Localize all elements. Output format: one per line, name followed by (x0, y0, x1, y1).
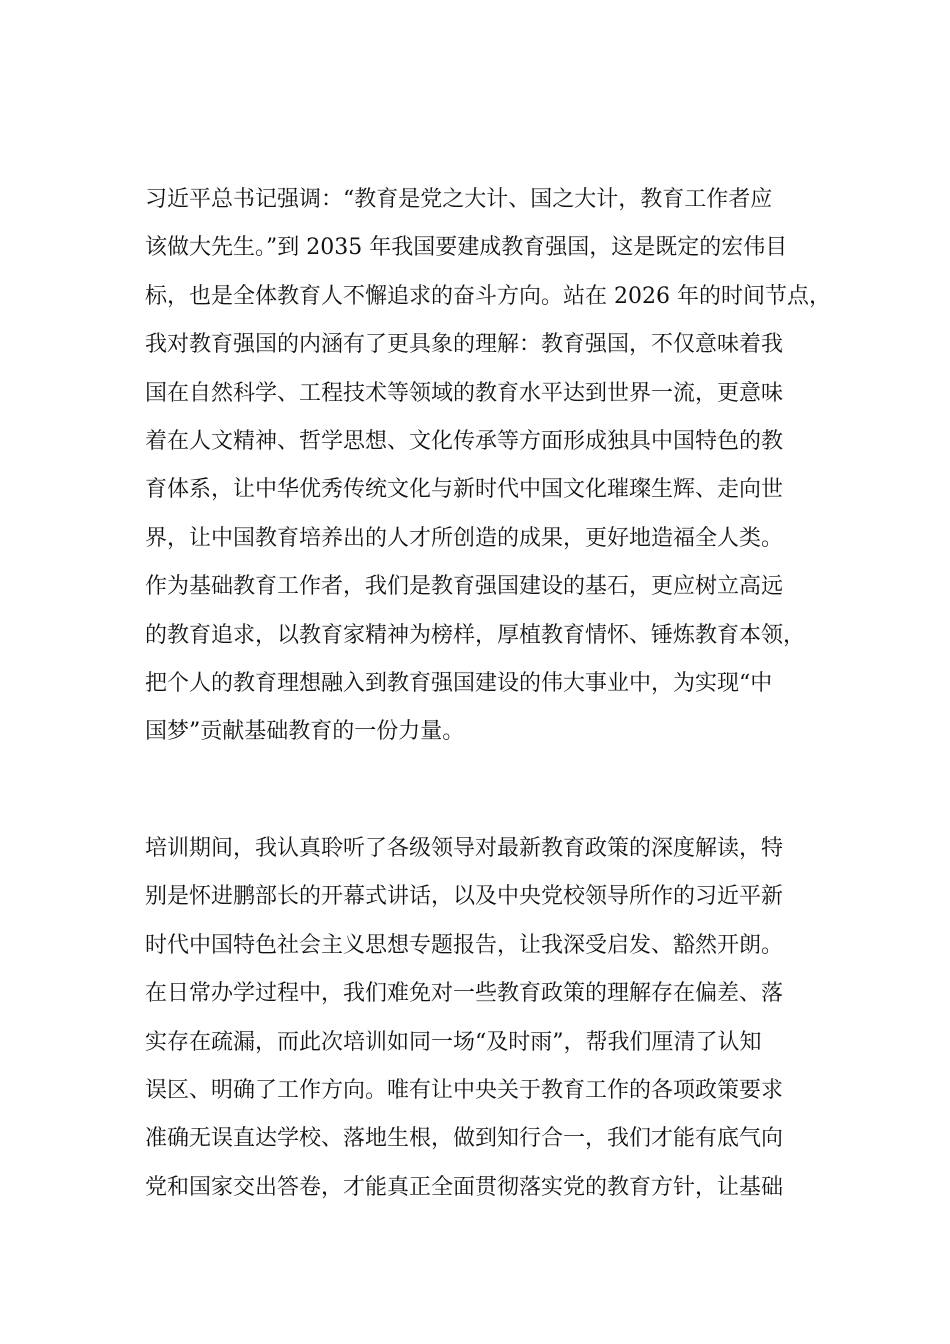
text-line: 别是怀进鹏部长的开幕式讲话，以及中央党校领导所作的习近平新 (145, 884, 784, 910)
text-line: 把个人的教育理想融入到教育强国建设的伟大事业中，为实现“中 (145, 670, 773, 696)
paragraph-education-power (145, 176, 831, 757)
text-line: 育体系，让中华优秀传统文化与新时代中国文化璀璨生辉、走向世 (145, 477, 784, 503)
text-line: 的教育追求，以教育家精神为榜样，厚植教育情怀、锤炼教育本领， (145, 622, 806, 648)
paragraph-training-reflection (145, 825, 825, 1212)
text-line: 误区、明确了工作方向。唯有让中央关于教育工作的各项政策要求 (145, 1077, 784, 1103)
text-line: 界，让中国教育培养出的人才所创造的成果，更好地造福全人类。 (145, 525, 784, 551)
text-line: 标，也是全体教育人不懈追求的奋斗方向。站在 2026 年的时间节点， (145, 283, 831, 309)
text-line: 我对教育强国的内涵有了更具象的理解：教育强国，不仅意味着我 (145, 332, 784, 358)
text-line: 国梦”贡献基础教育的一份力量。 (145, 719, 465, 745)
text-line: 着在人文精神、哲学思想、文化传承等方面形成独具中国特色的教 (145, 428, 784, 454)
text-line: 时代中国特色社会主义思想专题报告，让我深受启发、豁然开朗。 (145, 932, 784, 958)
text-line: 在日常办学过程中，我们难免对一些教育政策的理解存在偏差、落 (145, 981, 784, 1007)
text-line: 党和国家交出答卷，才能真正全面贯彻落实党的教育方针，让基础 (145, 1174, 784, 1200)
text-line: 作为基础教育工作者，我们是教育强国建设的基石，更应树立高远 (145, 574, 784, 600)
text-line: 习近平总书记强调：“教育是党之大计、国之大计，教育工作者应 (145, 187, 773, 212)
text-line: 国在自然科学、工程技术等领域的教育水平达到世界一流，更意味 (145, 380, 784, 406)
text-line: 准确无误直达学校、落地生根，做到知行合一，我们才能有底气向 (145, 1126, 784, 1152)
text-line: 该做大先生。”到 2035 年我国要建成教育强国，这是既定的宏伟目 (145, 235, 788, 261)
text-line: 培训期间，我认真聆听了各级领导对最新教育政策的深度解读，特 (145, 836, 784, 861)
text-line: 实存在疏漏，而此次培训如同一场“及时雨”，帮我们厘清了认知 (145, 1029, 762, 1055)
